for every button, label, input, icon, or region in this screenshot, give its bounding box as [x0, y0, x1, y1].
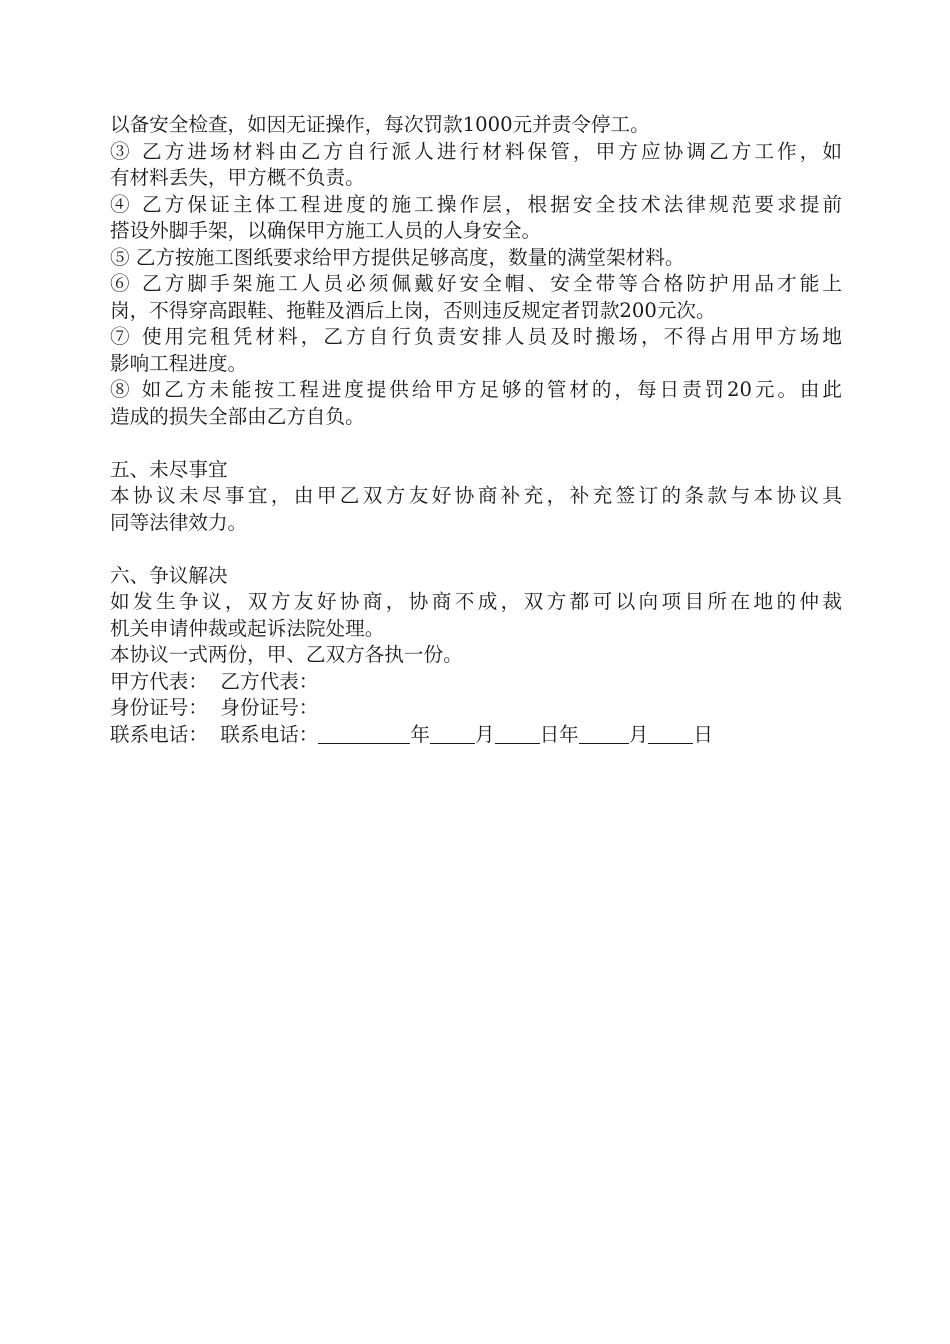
- clause-line: 以备安全检查，如因无证操作，每次罚款1000元并责令停工。: [110, 113, 650, 136]
- month-label: 月: [475, 722, 495, 746]
- year-label: 年: [410, 722, 430, 746]
- section-line: 机关申请仲裁或起诉法院处理。: [110, 616, 385, 640]
- document-page: [110, 112, 842, 748]
- phone-date-line: [110, 722, 842, 749]
- clause-line: ⑦ 使用完租凭材料，乙方自行负责安排人员及时搬场，不得占用甲方场地: [110, 325, 842, 348]
- clause-line: ④ 乙方保证主体工程进度的施工操作层，根据安全技术法律规范要求提前: [110, 192, 842, 216]
- clause-line: ⑥ 乙方脚手架施工人员必须佩戴好安全帽、安全带等合格防护用品才能上: [110, 272, 842, 295]
- section-line: 同等法律效力。: [110, 510, 248, 534]
- representative-line: 甲方代表： 乙方代表：: [110, 669, 319, 693]
- month-blank-2: [579, 723, 629, 744]
- section-line: 如发生争议，双方友好协商，协商不成，双方都可以向项目所在地的仲裁: [110, 590, 842, 613]
- section-line: 本协议一式两份，甲、乙双方各执一份。: [110, 643, 463, 666]
- month-label-2: 月: [628, 722, 649, 746]
- section-line: 本协议未尽事宜，由甲乙双方友好协商补充，补充签订的条款与本协议具: [110, 484, 842, 507]
- clause-line: 搭设外脚手架，以确保甲方施工人员的人身安全。: [110, 219, 542, 242]
- paragraph-gap: [110, 430, 842, 457]
- clause-line: ③ 乙方进场材料由乙方自行派人进行材料保管，甲方应协调乙方工作，如: [110, 139, 842, 163]
- clause-line: 岗，不得穿高跟鞋、拖鞋及酒后上岗，否则违反规定者罚款200元次。: [110, 298, 716, 322]
- month-blank: [430, 723, 475, 744]
- day-label: 日: [693, 722, 713, 746]
- clause-line: ⑧ 如乙方未能按工程进度提供给甲方足够的管材的，每日责罚20元。由此: [110, 378, 842, 401]
- section-heading: 五、未尽事宜: [110, 457, 228, 481]
- clause-line: 影响工程进度。: [110, 351, 248, 375]
- clause-line: ⑤ 乙方按施工图纸要求给甲方提供足够高度，数量的满堂架材料。: [110, 245, 685, 269]
- day-year-label: 日年: [539, 722, 579, 746]
- day-blank-2: [648, 723, 693, 744]
- section-heading: 六、争议解决: [110, 563, 228, 587]
- id-number-line: 身份证号： 身份证号：: [110, 696, 319, 719]
- paragraph-gap: [110, 536, 842, 563]
- year-blank: [318, 723, 410, 744]
- day-blank: [495, 723, 540, 744]
- clause-line: 有材料丢失，甲方概不负责。: [110, 166, 365, 189]
- clause-line: 造成的损失全部由乙方自负。: [110, 404, 365, 428]
- phone-label: 联系电话： 联系电话：: [110, 722, 319, 746]
